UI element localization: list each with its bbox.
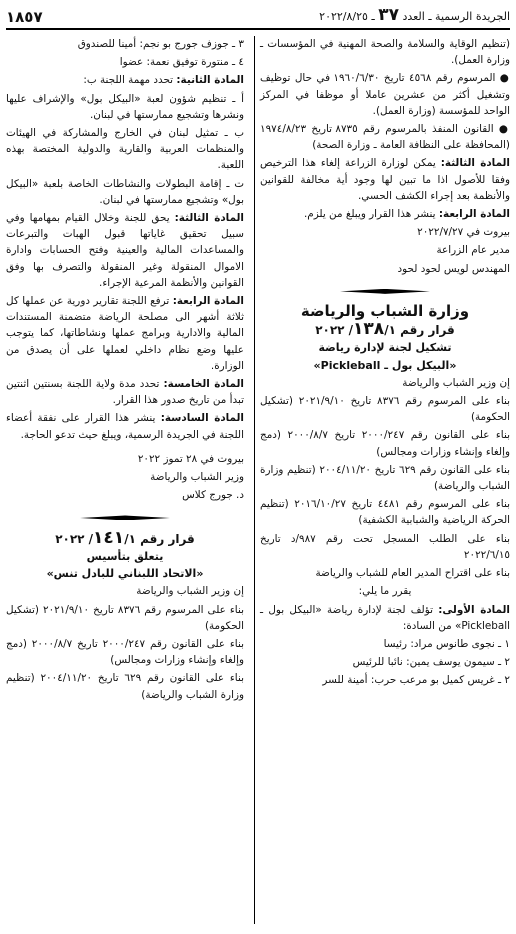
signer-name: المهندس لويس لحود لحود [397,262,510,275]
decision-sport: «البيكل بول ـ Pickleball» [313,358,457,372]
basis-item: بناء على القانون رقم ٢٠٠٠/٢٤٧ تاريخ ٢٠٠٠/٨/٧ (دمج وإلغاء وإنشاء وزارات ومجالس) [6,637,245,667]
signer-title: مدير عام الزراعة [436,244,510,257]
article-label: المادة الثالثة: [174,212,244,225]
decision-subject: تشكيل لجنة لإدارة رياضة [318,341,452,355]
journal-header [319,5,510,28]
basis-item: بناء على القانون رقم ٦٢٩ تاريخ ٢٠٠٤/١١/٢٠ (تنظيم وزارة الشباب والرياضة) [6,672,245,701]
right-column [260,36,510,691]
article-text: ينشر هذا القرار ويبلغ من يلزم. [303,208,439,221]
issue-date: ـ ٢٠٢٢/٨/٢٥ [319,10,375,23]
task-item: ت ـ إقامة البطولات والنشاطات الخاصة بلعبة «البيكل بول» وتشجيع ممارستها في لبنان. [6,177,244,206]
journal-title: الجريدة الرسمية ـ العدد [402,10,510,23]
bullet-item: ● القانون المنفذ بالمرسوم رقم ٨٧٣٥ تاريخ ١٩٧٤/٨/٢٣ (المحافظة على النظافة العامة ـ وزارة الصحة) [260,123,510,152]
section-separator [260,283,510,299]
decision-title [6,527,244,548]
signer-name: د. جورج كلاس [182,489,244,502]
article-text: يحق للجنة وخلال القيام بمهامها وفي سبيل تحقيق غاياتها قبول الهبات والتبرعات والمساعدات المالية والعينية وفتح الحسابات وادارة الاموال المنقولة وغير المنقولة والتصرف بها وفق القوانين والأنظمة المرعية الإجراء. [6,212,244,289]
place-date: بيروت في ٢٨ تموز ٢٠٢٢ [137,452,244,465]
decision-prefix: قرار رقم [400,323,455,338]
article-text: تحدد مهمة اللجنة ب: [83,74,177,87]
article-2 [6,72,244,88]
article-text: تؤلف لجنة لإدارة رياضة «البيكل بول ـ Pickleball» من السادة: [260,603,510,632]
minister-line: إن وزير الشباب والرياضة [402,376,510,389]
article-1 [260,602,510,634]
article-3 [260,155,510,204]
place-date: بيروت في ٢٠٢٢/٧/٢٧ [417,226,510,239]
article-4 [260,206,510,222]
member-item: ٢ ـ سيمون يوسف يمين: نائبا للرئيس [352,656,510,669]
bullet-item: ● المرسوم رقم ٤٥٦٨ تاريخ ١٩٦٠/٦/٣٠ في حال توظيف وتشغيل أكثر من عشرين عاملا أو موظفا في المركز الواحد للمؤسسة (وزارة العمل). [260,72,510,117]
column-divider [254,36,255,924]
member-item: ١ ـ نجوى طانوس مراد: رئيسا [383,637,510,650]
article-label: المادة الرابعة: [438,208,510,221]
decision-suffix: /١/ ٢٠٢٢ [315,323,396,338]
basis-item: بناء على المرسوم رقم ٨٣٧٦ تاريخ ٢٠٢١/٩/١٠ (تشكيل الحكومة) [6,603,244,632]
basis-item: بناء على القانون رقم ٢٠٠٠/٢٤٧ تاريخ ٢٠٠٠/٨/٧ (دمج وإلغاء وإنشاء وزارات ومجالس) [260,429,511,458]
decision-number: ١٤١ [93,527,125,548]
task-item: ب ـ تمثيل لبنان في الخارج والمشاركة في الهيئات والمنظمات العربية والقارية والدولية المختصة بهذه اللعبة. [6,127,244,172]
decision-prefix: قرار رقم [140,531,195,546]
left-column [6,36,244,705]
basis-item: بناء على المرسوم رقم ٨٣٧٦ تاريخ ٢٠٢١/٩/١٠ (تشكيل الحكومة) [260,395,511,424]
minister-line: إن وزير الشباب والرياضة [136,585,244,598]
basis-item: بناء على الطلب المسجل تحت رقم ٩٨٧/د تاريخ ٢٠٢٢/٦/١٥ [260,532,510,561]
decision-suffix: /١/ ٢٠٢٢ [55,531,136,546]
article-label: المادة الثالثة: [440,157,510,170]
issue-number: ٣٧ [378,5,399,25]
article-label: المادة الرابعة: [172,295,244,308]
page-header [6,4,510,30]
task-item: أ ـ تنظيم شؤون لعبة «البيكل بول» والإشراف عليها ونشرها وتشجيع ممارستها في لبنان. [6,92,244,121]
member-item: ٤ ـ منتورة توفيق نعمة: عضوا [119,56,244,69]
decision-number: ١٣٨ [353,319,385,340]
article-5 [6,376,244,408]
ministry-heading: وزارة الشباب والرياضة [300,302,470,321]
article-6 [6,410,244,442]
article-text: يمكن لوزارة الزراعة إلغاء هذا الترخيص وفقا للأصول اذا ما تبين لها وجود أية مخالفة للقوانين والأنظمة بعد إجراء الكشف الحسي. [260,157,510,202]
basis-item: بناء على المرسوم رقم ٤٤٨١ تاريخ ٢٠١٦/١٠/٢٧ (تنظيم الحركة الرياضية والشبابية الكشفية) [260,498,510,527]
article-3 [6,210,244,291]
article-4 [6,293,244,374]
article-text: تحدد مدة ولاية اللجنة بسنتين اثنتين تبدأ من تاريخ صدور هذا القرار. [6,378,244,407]
page-number: ١٨٥٧ [6,8,43,26]
basis-item: بناء على اقتراح المدير العام للشباب والرياضة [315,567,510,580]
article-text: ترفع اللجنة تقارير دورية عن عملها كل ثلاثة أشهر الى مصلحة الرياضة متضمنة المستندات المالية والادارية وبرامج عملها ونشاطاتها، كما يتوجب عليها وضع نظام داخلي لعملها على أن يصدق من الوزارة. [6,295,244,372]
decision-subject: يتعلق بتأسيس [86,549,164,563]
decides-line: يقرر ما يلي: [358,585,412,598]
article-label: المادة الأولى: [438,603,510,616]
decision-title [260,321,510,338]
intro-text: (تنظيم الوقاية والسلامة والصحة المهنية في المؤسسات ـ وزارة العمل). [260,38,510,67]
basis-item: بناء على القانون رقم ٦٢٩ تاريخ ٢٠٠٤/١١/٢٠ (تنظيم وزارة الشباب والرياضة) [260,463,511,493]
member-item: ٢ ـ غريس كميل بو مرعب حرب: أمينة للسر [322,674,510,687]
article-label: المادة الخامسة: [163,378,244,391]
member-item: ٣ ـ جوزف جورج بو نجم: أمينا للصندوق [77,38,244,50]
article-label: المادة السادسة: [160,412,244,425]
decision-org: «الاتحاد اللبناني للبادل تنس» [46,567,204,581]
article-label: المادة الثانية: [176,74,244,87]
signer-title: وزير الشباب والرياضة [150,471,244,484]
section-separator [6,509,244,525]
article-text: ينشر هذا القرار على نفقة أعضاء اللجنة في الجريدة الرسمية، ويبلغ حيث تدعو الحاجة. [6,412,244,441]
